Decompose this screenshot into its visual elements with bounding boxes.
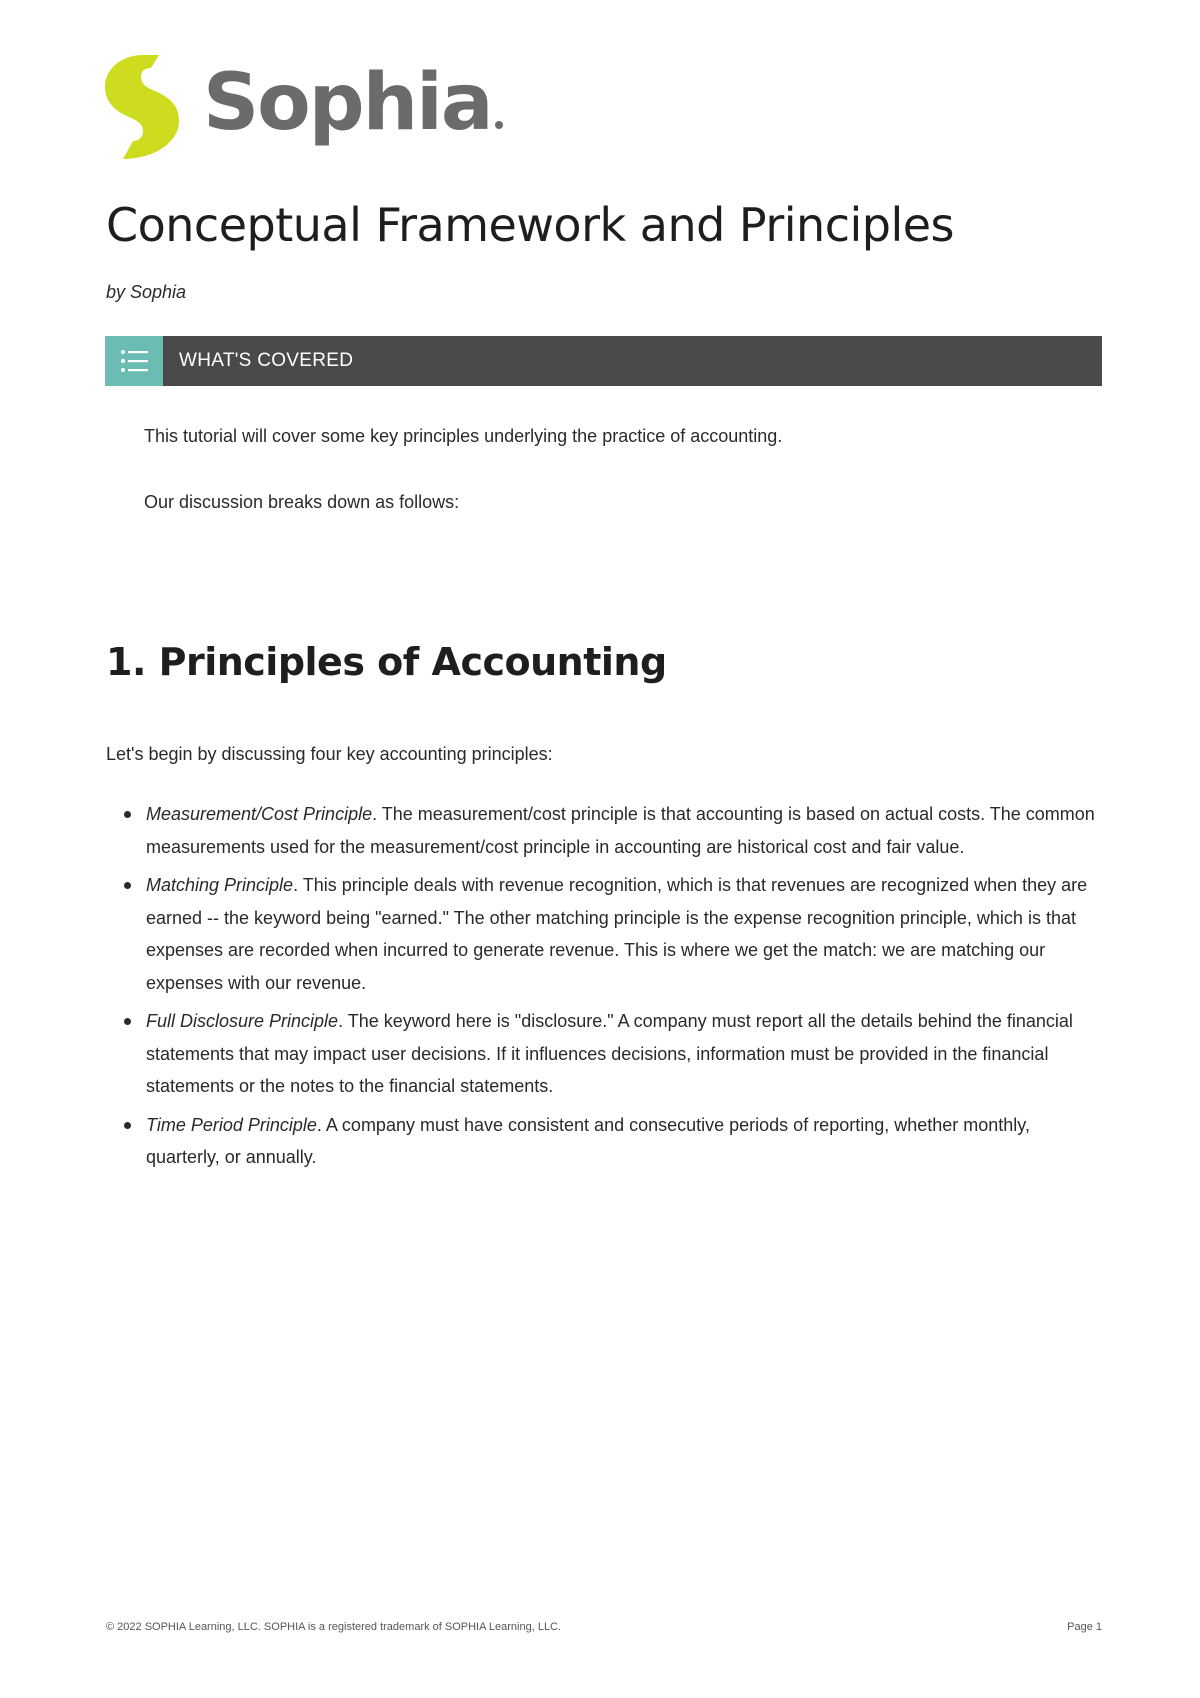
sophia-logo-mark-icon [103, 55, 181, 159]
principle-text: . The keyword here is "disclosure." A company must report all the details behind the financial statements that may impact user decisions. If it influences decisions, information must be provided in the financial statements or the notes to the financial statements. [146, 1011, 1073, 1096]
principle-term: Time Period Principle [146, 1114, 317, 1135]
page-title: Conceptual Framework and Principles [106, 198, 955, 252]
list-item [106, 1005, 1096, 1103]
footer-page-number: Page 1 [1067, 1621, 1102, 1633]
section-lead: Let's begin by discussing four key accounting principles: [106, 744, 553, 764]
list-item [106, 1109, 1096, 1174]
principle-text: . This principle deals with revenue recognition, which is that revenues are recognized when they are earned -- the keyword being "earned." The other matching principle is the expense recognition principle, which is that expenses are recorded when incurred to generate revenue. This is where we get the match: we are matching our expenses with our revenue. [146, 875, 1088, 993]
principle-term: Full Disclosure Principle [146, 1011, 339, 1031]
principles-list [106, 798, 1096, 1180]
principle-text: . A company must have consistent and consecutive periods of reporting, whether monthly, quarterly, or annually. [146, 1114, 1030, 1167]
bullet-icon [124, 1122, 131, 1129]
whats-covered-icon-box [105, 336, 163, 386]
breakdown-text: Our discussion breaks down as follows: [144, 492, 460, 512]
section-heading: 1. Principles of Accounting [106, 640, 667, 684]
whats-covered-bar [105, 336, 1102, 386]
list-item [106, 798, 1096, 863]
sophia-wordmark: Sophia [203, 64, 503, 142]
whats-covered-label: WHAT'S COVERED [179, 350, 354, 371]
sophia-logo [103, 54, 503, 160]
bullet-icon [124, 1018, 131, 1025]
list-item [106, 869, 1096, 999]
byline: by Sophia [106, 282, 187, 302]
intro-text: This tutorial will cover some key principles underlying the practice of accounting. [144, 426, 783, 446]
principle-term: Matching Principle [146, 875, 294, 895]
bullet-icon [124, 811, 131, 818]
bullet-icon [124, 882, 131, 889]
list-icon [120, 349, 148, 373]
footer-copyright: © 2022 SOPHIA Learning, LLC. SOPHIA is a registered trademark of SOPHIA Learning, LLC. [106, 1621, 562, 1633]
principle-term: Measurement/Cost Principle [146, 804, 373, 824]
principle-text: . The measurement/cost principle is that accounting is based on actual costs. The common measurements used for the measurement/cost principle in accounting are historical cost and fair value. [146, 804, 1095, 857]
